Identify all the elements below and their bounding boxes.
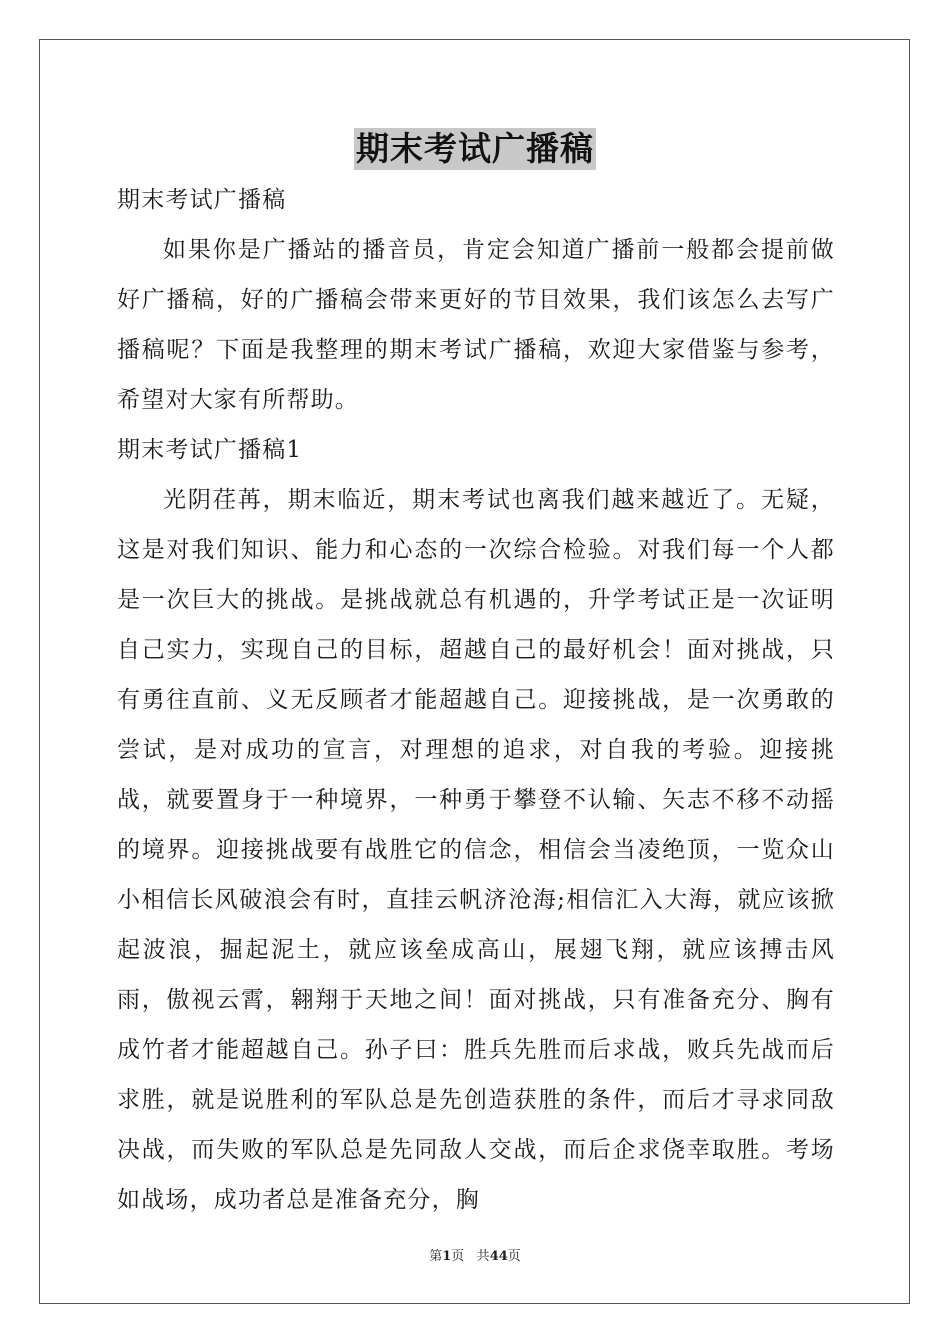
title-container [0,128,950,170]
section-heading: 期末考试广播稿1 [117,437,303,463]
document-body [117,175,835,1225]
footer-total-suffix: 页 [507,1249,521,1264]
document-title: 期末考试广播稿 [356,129,594,168]
document-subtitle: 期末考试广播稿 [117,187,287,213]
intro-paragraph: 如果你是广播站的播音员，肯定会知道广播前一般都会提前做好广播稿，好的广播稿会带来更好的节目效果，我们该怎么去写广播稿呢？下面是我整理的期末考试广播稿，欢迎大家借鉴与参考，希望对大家有所帮助。 [117,237,835,413]
footer-page-suffix: 页 [451,1249,465,1264]
footer-page-prefix: 第 [429,1249,443,1264]
page-footer [0,1245,950,1264]
footer-page-number: 1 [442,1249,452,1264]
footer-total-pages: 44 [489,1249,508,1264]
footer-total-prefix: 共 [476,1249,490,1264]
section-paragraph: 光阴荏苒，期末临近，期末考试也离我们越来越近了。无疑，这是对我们知识、能力和心态的一次综合检验。对我们每一个人都是一次巨大的挑战。是挑战就总有机遇的，升学考试正是一次证明自己实力，实现自己的目标，超越自己的最好机会！面对挑战，只有勇往直前、义无反顾者才能超越自己。迎接挑战，是一次勇敢的尝试，是对成功的宣言，对理想的追求，对自我的考验。迎接挑战，就要置身于一种境界，一种勇于攀登不认输、矢志不移不动摇的境界。迎接挑战要有战胜它的信念，相信会当凌绝顶，一览众山小相信长风破浪会有时，直挂云帆济沧海;相信汇入大海，就应该掀起波浪，掘起泥土，就应该垒成高山，展翅飞翔，就应该搏击风雨，傲视云霄，翱翔于天地之间！面对挑战，只有准备充分、胸有成竹者才能超越自己。孙子曰：胜兵先胜而后求战，败兵先战而后求胜，就是说胜利的军队总是先创造获胜的条件，而后才寻求同敌决战，而失败的军队总是先同敌人交战，而后企求侥幸取胜。考场如战场，成功者总是准备充分，胸 [117,487,835,1213]
